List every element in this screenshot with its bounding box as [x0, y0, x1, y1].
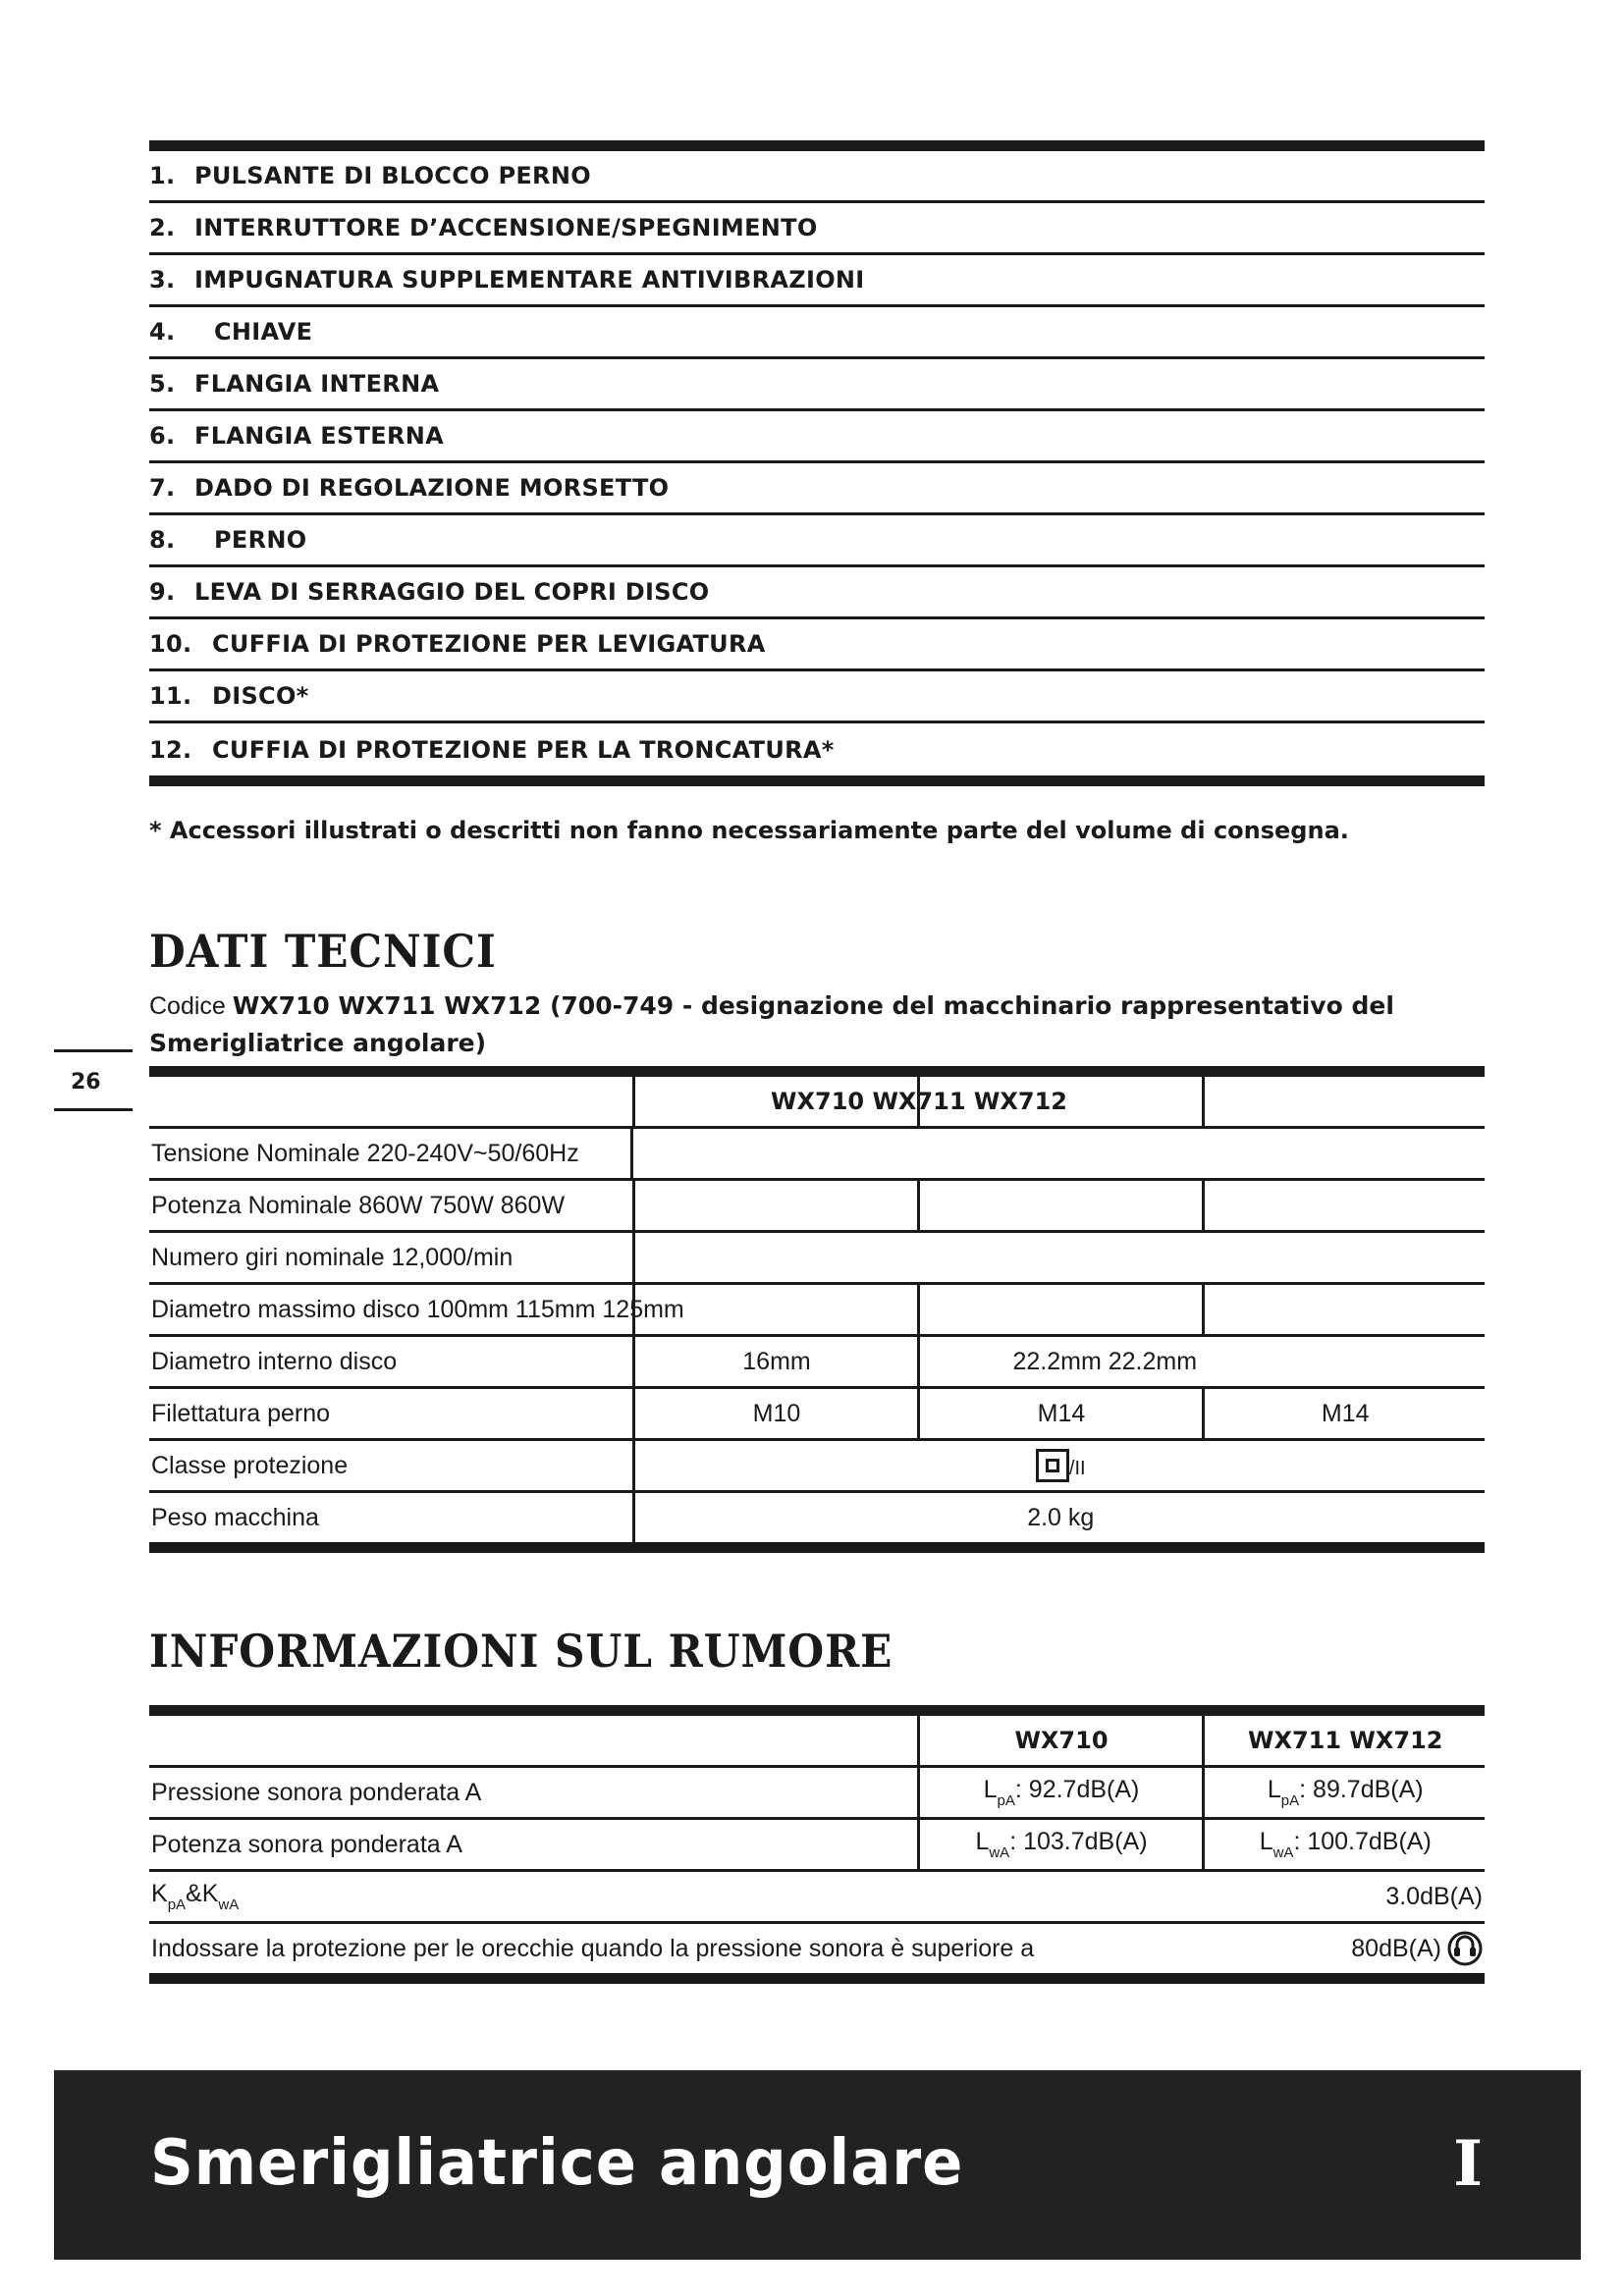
header-text: WX710 WX711 WX712	[771, 1088, 1067, 1115]
value: : 103.7dB(A)	[1009, 1828, 1148, 1855]
parts-list-item	[149, 203, 1485, 255]
symbol: L	[1267, 1776, 1281, 1803]
table-cell	[918, 1128, 1485, 1180]
noise-col-header: WX711 WX712	[1203, 1711, 1485, 1767]
table-cell	[633, 1232, 1485, 1284]
tab-rule-bottom	[54, 1108, 133, 1111]
symbol: L	[1259, 1828, 1273, 1855]
parts-list-item	[149, 151, 1485, 203]
column-divider	[630, 1129, 633, 1178]
part-number: 2.	[149, 214, 176, 241]
part-number: 10.	[149, 630, 192, 658]
part-label: CUFFIA DI PROTEZIONE PER LEVIGATURA	[212, 630, 766, 658]
part-number: 11.	[149, 682, 192, 710]
table-cell	[1203, 1180, 1485, 1232]
tech-value: 16mm	[633, 1336, 918, 1388]
table-row	[149, 1711, 1485, 1767]
table-row	[149, 1767, 1485, 1819]
ear-protection-value-cell	[1203, 1923, 1485, 1979]
part-label: FLANGIA ESTERNA	[194, 422, 444, 450]
tech-row-label: Potenza Nominale 860W 750W 860W	[149, 1180, 633, 1232]
table-cell	[1203, 1072, 1485, 1128]
tab-rule-top	[54, 1049, 133, 1052]
tech-row-label: Peso macchina	[149, 1492, 633, 1548]
footer-bar	[54, 2070, 1581, 2260]
table-cell	[633, 1180, 918, 1232]
table-cell	[1203, 1284, 1485, 1336]
part-number: 3.	[149, 266, 176, 294]
parts-list-item	[149, 411, 1485, 463]
symbol: L	[975, 1828, 990, 1855]
part-label: DADO DI REGOLAZIONE MORSETTO	[194, 474, 670, 502]
tech-row-label: Classe protezione	[149, 1440, 633, 1492]
table-row	[149, 1819, 1485, 1871]
part-label: FLANGIA INTERNA	[194, 370, 440, 398]
symbol: &K	[186, 1880, 219, 1907]
noise-value	[918, 1767, 1203, 1819]
table-cell	[149, 1072, 633, 1128]
double-insulation-icon	[1036, 1449, 1069, 1482]
noise-value	[1203, 1819, 1485, 1871]
table-row	[149, 1871, 1485, 1923]
part-label: PULSANTE DI BLOCCO PERNO	[194, 162, 591, 189]
symbol: L	[983, 1776, 998, 1803]
protection-class-suffix: /II	[1068, 1458, 1086, 1479]
part-label: CHIAVE	[214, 318, 313, 346]
footer-title: Smerigliatrice angolare	[150, 2127, 964, 2200]
parts-list-item	[149, 255, 1485, 307]
noise-row-label: Potenza sonora ponderata A	[149, 1819, 918, 1871]
code-label: Codice	[149, 992, 233, 1020]
tech-value: 2.0 kg	[633, 1492, 1485, 1548]
table-cell	[149, 1711, 918, 1767]
noise-table	[149, 1705, 1485, 1984]
tech-row-label: Numero giri nominale 12,000/min	[149, 1232, 633, 1284]
table-row	[149, 1180, 1485, 1232]
parts-list-item	[149, 307, 1485, 359]
accessories-footnote: * Accessori illustrati o descritti non fanno necessariamente parte del volume di consegna.	[149, 817, 1349, 844]
part-number: 1.	[149, 162, 176, 189]
noise-value	[1203, 1767, 1485, 1819]
subscript: wA	[1272, 1844, 1294, 1861]
noise-value	[918, 1819, 1203, 1871]
k-uncertainty-value: 3.0dB(A)	[1203, 1871, 1485, 1923]
value: : 89.7dB(A)	[1299, 1776, 1424, 1803]
subscript: pA	[1280, 1792, 1300, 1809]
subscript: pA	[167, 1896, 187, 1913]
table-row	[149, 1440, 1485, 1492]
subscript: pA	[997, 1792, 1015, 1809]
table-row	[149, 1128, 1485, 1180]
subscript: wA	[989, 1844, 1010, 1861]
part-number: 7.	[149, 474, 176, 502]
part-label: IMPUGNATURA SUPPLEMENTARE ANTIVIBRAZIONI	[194, 266, 865, 294]
tech-value: 22.2mm 22.2mm	[918, 1336, 1485, 1388]
table-cell	[918, 1871, 1203, 1923]
parts-list-item	[149, 567, 1485, 619]
part-number: 4.	[149, 318, 176, 346]
table-row	[149, 1492, 1485, 1548]
noise-row-label: Pressione sonora ponderata A	[149, 1767, 918, 1819]
column-divider	[917, 1077, 920, 1126]
parts-list-item	[149, 515, 1485, 567]
table-row	[149, 1284, 1485, 1336]
parts-list-item	[149, 671, 1485, 723]
part-label: LEVA DI SERRAGGIO DEL COPRI DISCO	[194, 578, 710, 606]
tech-value: M14	[1203, 1388, 1485, 1440]
table-cell	[918, 1284, 1203, 1336]
ear-protection-icon	[1447, 1931, 1483, 1966]
ear-protection-text: Indossare la protezione per le orecchie quando la pressione sonora è superiore a	[149, 1923, 1203, 1979]
part-number: 6.	[149, 422, 176, 450]
tech-row-label: Diametro interno disco	[149, 1336, 633, 1388]
table-row	[149, 1336, 1485, 1388]
parts-list-item	[149, 723, 1485, 775]
parts-list-item	[149, 619, 1485, 671]
tech-data-table	[149, 1066, 1485, 1553]
symbol: K	[151, 1880, 168, 1907]
part-label: CUFFIA DI PROTEZIONE PER LA TRONCATURA*	[212, 735, 835, 764]
code-text: WX710 WX711 WX712 (700-749 - designazione del macchinario rappresentativo del Smerigliatrice angolare)	[149, 991, 1394, 1057]
part-number: 12.	[149, 735, 192, 764]
part-label: DISCO*	[212, 682, 309, 710]
tech-row-label: Tensione Nominale 220-240V~50/60Hz	[149, 1128, 918, 1180]
k-uncertainty-label	[149, 1871, 918, 1923]
value: : 100.7dB(A)	[1293, 1828, 1432, 1855]
value: : 92.7dB(A)	[1014, 1776, 1140, 1803]
table-row	[149, 1388, 1485, 1440]
tech-row-label: Filettatura perno	[149, 1388, 633, 1440]
tech-data-title: DATI TECNICI	[149, 925, 497, 978]
part-number: 9.	[149, 578, 176, 606]
tech-row-label: Diametro massimo disco 100mm 115mm 125mm	[149, 1284, 633, 1336]
noise-title: INFORMAZIONI SUL RUMORE	[149, 1625, 893, 1678]
parts-list-item	[149, 359, 1485, 411]
part-number: 5.	[149, 370, 176, 398]
language-marker: I	[1453, 2127, 1483, 2201]
table-row	[149, 1232, 1485, 1284]
part-number: 8.	[149, 526, 176, 554]
table-cell	[918, 1180, 1203, 1232]
parts-list	[149, 140, 1485, 786]
subscript: wA	[218, 1896, 240, 1913]
noise-col-header: WX710	[918, 1711, 1203, 1767]
table-row	[149, 1072, 1485, 1128]
part-label: INTERRUTTORE D’ACCENSIONE/SPEGNIMENTO	[194, 214, 818, 241]
table-row	[149, 1923, 1485, 1979]
tech-header-models	[633, 1072, 1203, 1128]
protection-class-cell	[633, 1440, 1485, 1492]
ear-protection-value: 80dB(A)	[1351, 1935, 1441, 1962]
part-label: PERNO	[214, 526, 307, 554]
tech-value: M14	[918, 1388, 1203, 1440]
parts-list-item	[149, 463, 1485, 515]
model-code-line	[149, 988, 1494, 1062]
tech-value: M10	[633, 1388, 918, 1440]
page-number: 26	[71, 1070, 101, 1095]
